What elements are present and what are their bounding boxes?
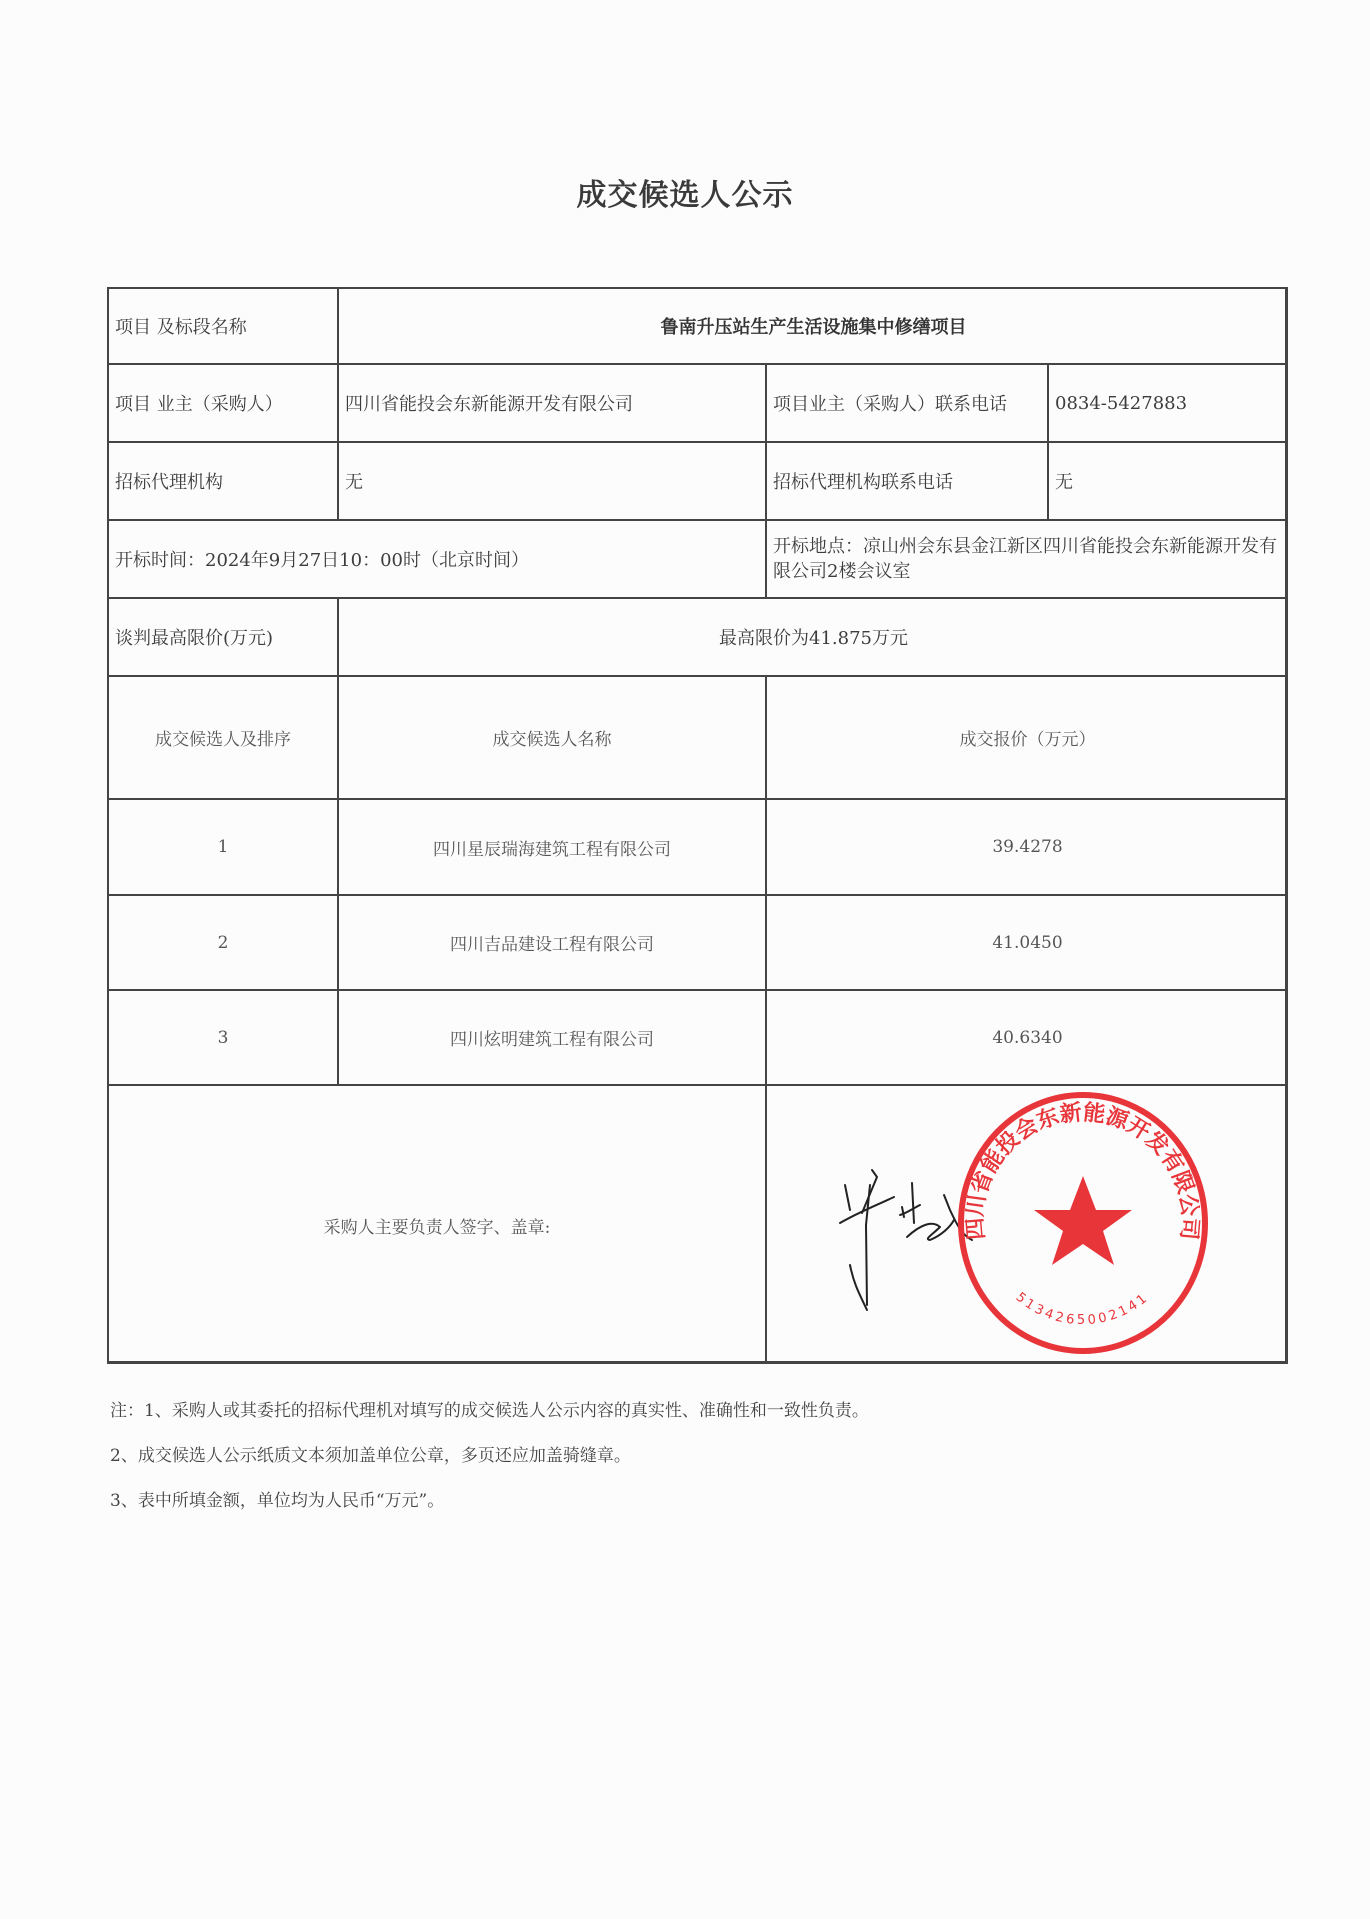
candidate-name: 四川吉品建设工程有限公司 [337, 894, 765, 989]
owner-value: 四川省能投会东新能源开发有限公司 [337, 363, 765, 441]
open-time: 开标时间：2024年9月27日10：00时（北京时间） [107, 519, 765, 597]
agency-phone-label: 招标代理机构联系电话 [765, 441, 1047, 519]
agency-value: 无 [337, 441, 765, 519]
open-place: 开标地点：凉山州会东县金江新区四川省能投会东新能源开发有限公司2楼会议室 [765, 519, 1288, 597]
candidate-price: 40.6340 [765, 989, 1288, 1084]
candidate-rank: 3 [107, 989, 337, 1084]
candidate-name: 四川星辰瑞海建筑工程有限公司 [337, 798, 765, 894]
candidate-rank: 1 [107, 798, 337, 894]
project-label: 项目 及标段名称 [107, 287, 337, 363]
candidate-rank: 2 [107, 894, 337, 989]
agency-phone-value: 无 [1047, 441, 1288, 519]
header-price: 成交报价（万元） [765, 675, 1288, 798]
candidate-name: 四川炫明建筑工程有限公司 [337, 989, 765, 1084]
note-item: 2、成交候选人公示纸质文本须加盖单位公章，多页还应加盖骑缝章。 [110, 1446, 631, 1466]
owner-phone-label: 项目业主（采购人）联系电话 [765, 363, 1047, 441]
max-price-value: 最高限价为41.875万元 [337, 597, 1288, 675]
candidate-price: 39.4278 [765, 798, 1288, 894]
note-item: 3、表中所填金额，单位均为人民币“万元”。 [110, 1491, 445, 1511]
signature-label: 采购人主要负责人签字、盖章: [107, 1084, 765, 1364]
svg-text:5134265002141: 5134265002141 [1012, 1289, 1153, 1329]
candidate-price: 41.0450 [765, 894, 1288, 989]
max-price-label: 谈判最高限价(万元) [107, 597, 337, 675]
agency-label: 招标代理机构 [107, 441, 337, 519]
header-name: 成交候选人名称 [337, 675, 765, 798]
note-item: 注：1、采购人或其委托的招标代理机对填写的成交候选人公示内容的真实性、准确性和一致性负责。 [110, 1401, 869, 1421]
owner-label: 项目 业主（采购人） [107, 363, 337, 441]
svg-text:四川省能投会东新能源开发有限公司: 四川省能投会东新能源开发有限公司 [962, 1100, 1203, 1241]
notes [110, 1396, 869, 1531]
company-seal [950, 1088, 1215, 1358]
header-rank: 成交候选人及排序 [107, 675, 337, 798]
project-value: 鲁南升压站生产生活设施集中修缮项目 [337, 287, 1288, 363]
owner-phone-value: 0834-5427883 [1047, 363, 1288, 441]
page-title: 成交候选人公示 [576, 178, 794, 213]
